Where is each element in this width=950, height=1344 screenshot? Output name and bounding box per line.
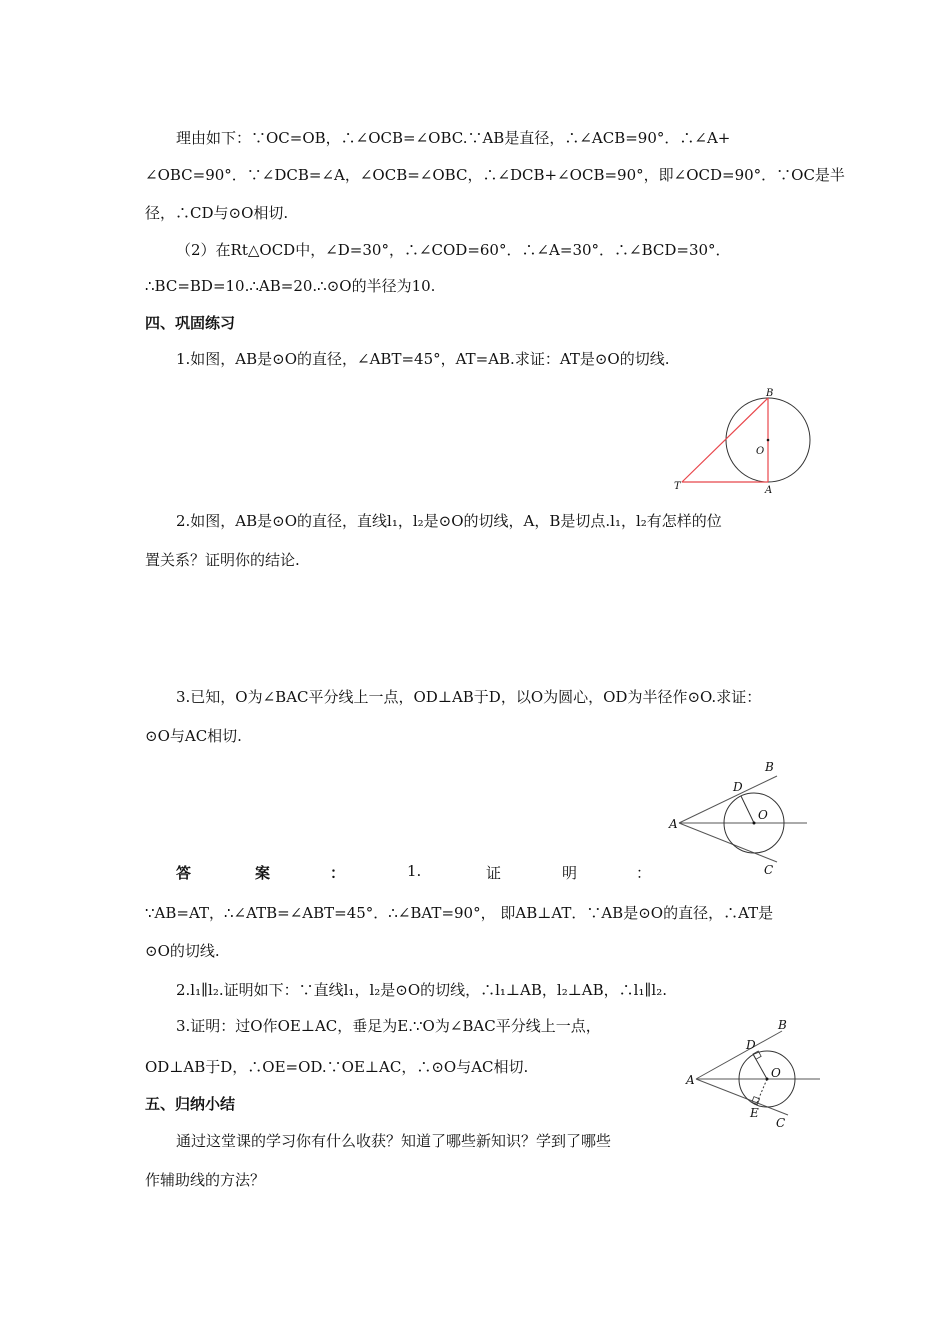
label-e: E <box>750 1106 759 1120</box>
label-c: C <box>764 863 774 877</box>
label-a: A <box>669 817 678 831</box>
label-o: O <box>771 1066 781 1080</box>
figure-3-answer-diagram <box>680 1015 825 1130</box>
answer-char-2: 案 <box>255 864 271 882</box>
part2-line-1: （2）在Rt△OCD中，∠D=30°，∴∠COD=60°．∴∠A=30°．∴∠BCD=30°． <box>176 241 731 259</box>
label-d: D <box>733 780 743 794</box>
label-b: B <box>778 1018 787 1032</box>
section-4-heading: 四、巩固练习 <box>145 314 236 332</box>
answer-3-line-1: 3.证明：过O作OE⊥AC，垂足为E.∵O为∠BAC平分线上一点， <box>176 1017 601 1035</box>
part2-line-2: ∴BC=BD=10.∴AB=20.∴⊙O的半径为10. <box>145 277 436 295</box>
answer-colon-2: ： <box>636 864 652 882</box>
answer-number: 1. <box>407 862 422 880</box>
section-5-heading: 五、归纳小结 <box>145 1095 236 1113</box>
label-d: D <box>746 1038 756 1052</box>
summary-line-1: 通过这堂课的学习你有什么收获？知道了哪些新知识？学到了哪些 <box>176 1132 612 1150</box>
reason-line-2: ∠OBC=90°．∵∠DCB=∠A，∠OCB=∠OBC，∴∠DCB+∠OCB=90°，即∠OCD=90°．∵OC是半 <box>145 166 845 184</box>
answer-char-3: 证 <box>486 864 502 882</box>
label-o: O <box>756 446 765 457</box>
label-b: B <box>765 760 774 774</box>
reason-line-1: 理由如下：∵OC=OB，∴∠OCB=∠OBC.∵AB是直径，∴∠ACB=90°．∴∠A+ <box>176 129 731 147</box>
exercise-1: 1.如图，AB是⊙O的直径，∠ABT=45°，AT=AB.求证：AT是⊙O的切线. <box>176 350 670 368</box>
answer-colon: ： <box>330 864 346 882</box>
exercise-2-line-2: 置关系？证明你的结论. <box>145 551 300 569</box>
label-b: B <box>766 388 774 399</box>
label-a: A <box>686 1073 695 1087</box>
reason-line-3: 径，∴CD与⊙O相切. <box>145 204 289 222</box>
label-o: O <box>758 808 768 822</box>
answer-char-4: 明 <box>562 864 578 882</box>
answer-1-line-2: ⊙O的切线. <box>145 942 220 960</box>
label-c: C <box>776 1116 786 1130</box>
answer-1-line-1: ∵AB=AT，∴∠ATB=∠ABT=45°．∴∠BAT=90°， 即AB⊥AT．∵AB是⊙O的直径，∴AT是 <box>145 904 774 922</box>
exercise-2-line-1: 2.如图，AB是⊙O的直径，直线l₁，l₂是⊙O的切线，A，B是切点.l₁，l₂有怎样的位 <box>176 512 722 530</box>
exercise-3-line-2: ⊙O与AC相切. <box>145 727 242 745</box>
exercise-3-line-1: 3.已知，O为∠BAC平分线上一点，OD⊥AB于D，以O为圆心，OD为半径作⊙O.求证： <box>176 688 762 706</box>
label-a: A <box>765 485 773 496</box>
answer-char-1: 答 <box>176 864 192 882</box>
figure-1-circle-tangent <box>670 385 820 500</box>
label-t: T <box>674 481 681 492</box>
figure-2-angle-bisector <box>665 760 815 880</box>
summary-line-2: 作辅助线的方法？ <box>145 1171 266 1189</box>
answer-3-line-2: OD⊥AB于D，∴OE=OD.∵OE⊥AC，∴⊙O与AC相切. <box>145 1058 529 1076</box>
answer-2: 2.l₁∥l₂.证明如下：∵直线l₁，l₂是⊙O的切线，∴l₁⊥AB，l₂⊥AB，∴l₁∥l₂. <box>176 981 667 999</box>
